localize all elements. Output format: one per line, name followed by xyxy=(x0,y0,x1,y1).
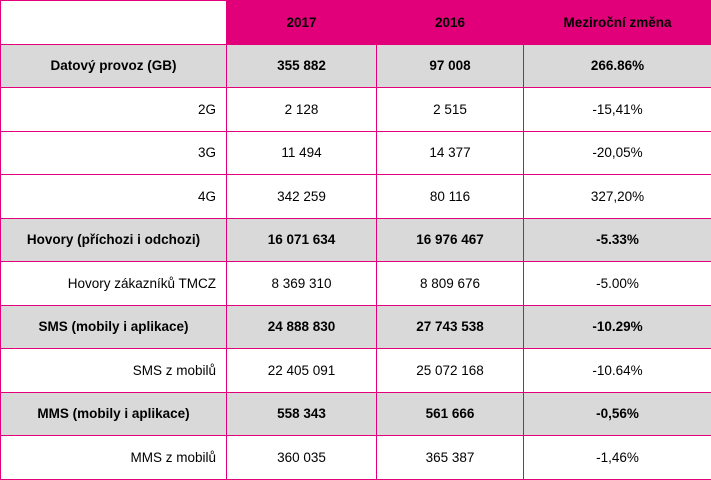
cell-yoy: -10.29% xyxy=(524,305,711,349)
cell-2017: 558 343 xyxy=(227,392,377,436)
cell-2016: 365 387 xyxy=(377,436,524,480)
cell-2016: 8 809 676 xyxy=(377,262,524,306)
cell-yoy: -5.33% xyxy=(524,218,711,262)
row-label: MMS z mobilů xyxy=(1,436,227,480)
column-header-metric xyxy=(1,1,227,45)
cell-2017: 11 494 xyxy=(227,131,377,175)
row-label: 2G xyxy=(1,88,227,132)
cell-2016: 97 008 xyxy=(377,44,524,88)
table-row xyxy=(1,436,711,480)
cell-yoy: -5.00% xyxy=(524,262,711,306)
cell-2016: 16 976 467 xyxy=(377,218,524,262)
cell-2016: 561 666 xyxy=(377,392,524,436)
column-header-2016: 2016 xyxy=(377,1,524,45)
cell-yoy: -10.64% xyxy=(524,349,711,393)
cell-2016: 80 116 xyxy=(377,175,524,219)
table-row xyxy=(1,305,711,349)
row-label: SMS z mobilů xyxy=(1,349,227,393)
table-row xyxy=(1,131,711,175)
cell-2017: 355 882 xyxy=(227,44,377,88)
cell-2017: 16 071 634 xyxy=(227,218,377,262)
row-label: Hovory zákazníků TMCZ xyxy=(1,262,227,306)
column-header-yoy-change: Meziroční změna xyxy=(524,1,711,45)
cell-2017: 342 259 xyxy=(227,175,377,219)
cell-yoy: 327,20% xyxy=(524,175,711,219)
cell-yoy: -15,41% xyxy=(524,88,711,132)
cell-2017: 8 369 310 xyxy=(227,262,377,306)
table-row xyxy=(1,218,711,262)
table-row xyxy=(1,262,711,306)
cell-yoy: 266.86% xyxy=(524,44,711,88)
cell-yoy: -1,46% xyxy=(524,436,711,480)
row-label: SMS (mobily i aplikace) xyxy=(1,305,227,349)
cell-2016: 2 515 xyxy=(377,88,524,132)
row-label: MMS (mobily i aplikace) xyxy=(1,392,227,436)
table-row xyxy=(1,88,711,132)
table-row xyxy=(1,175,711,219)
row-label: Hovory (příchozi i odchozi) xyxy=(1,218,227,262)
cell-2017: 2 128 xyxy=(227,88,377,132)
table-header xyxy=(1,1,711,45)
cell-yoy: -20,05% xyxy=(524,131,711,175)
cell-yoy: -0,56% xyxy=(524,392,711,436)
table-row xyxy=(1,349,711,393)
row-label: 4G xyxy=(1,175,227,219)
cell-2017: 22 405 091 xyxy=(227,349,377,393)
column-header-2017: 2017 xyxy=(227,1,377,45)
row-label: 3G xyxy=(1,131,227,175)
table-row xyxy=(1,44,711,88)
table-header-row xyxy=(1,1,711,45)
cell-2016: 14 377 xyxy=(377,131,524,175)
cell-2017: 24 888 830 xyxy=(227,305,377,349)
cell-2017: 360 035 xyxy=(227,436,377,480)
table-body xyxy=(1,44,711,479)
cell-2016: 25 072 168 xyxy=(377,349,524,393)
row-label: Datový provoz (GB) xyxy=(1,44,227,88)
cell-2016: 27 743 538 xyxy=(377,305,524,349)
table-row xyxy=(1,392,711,436)
